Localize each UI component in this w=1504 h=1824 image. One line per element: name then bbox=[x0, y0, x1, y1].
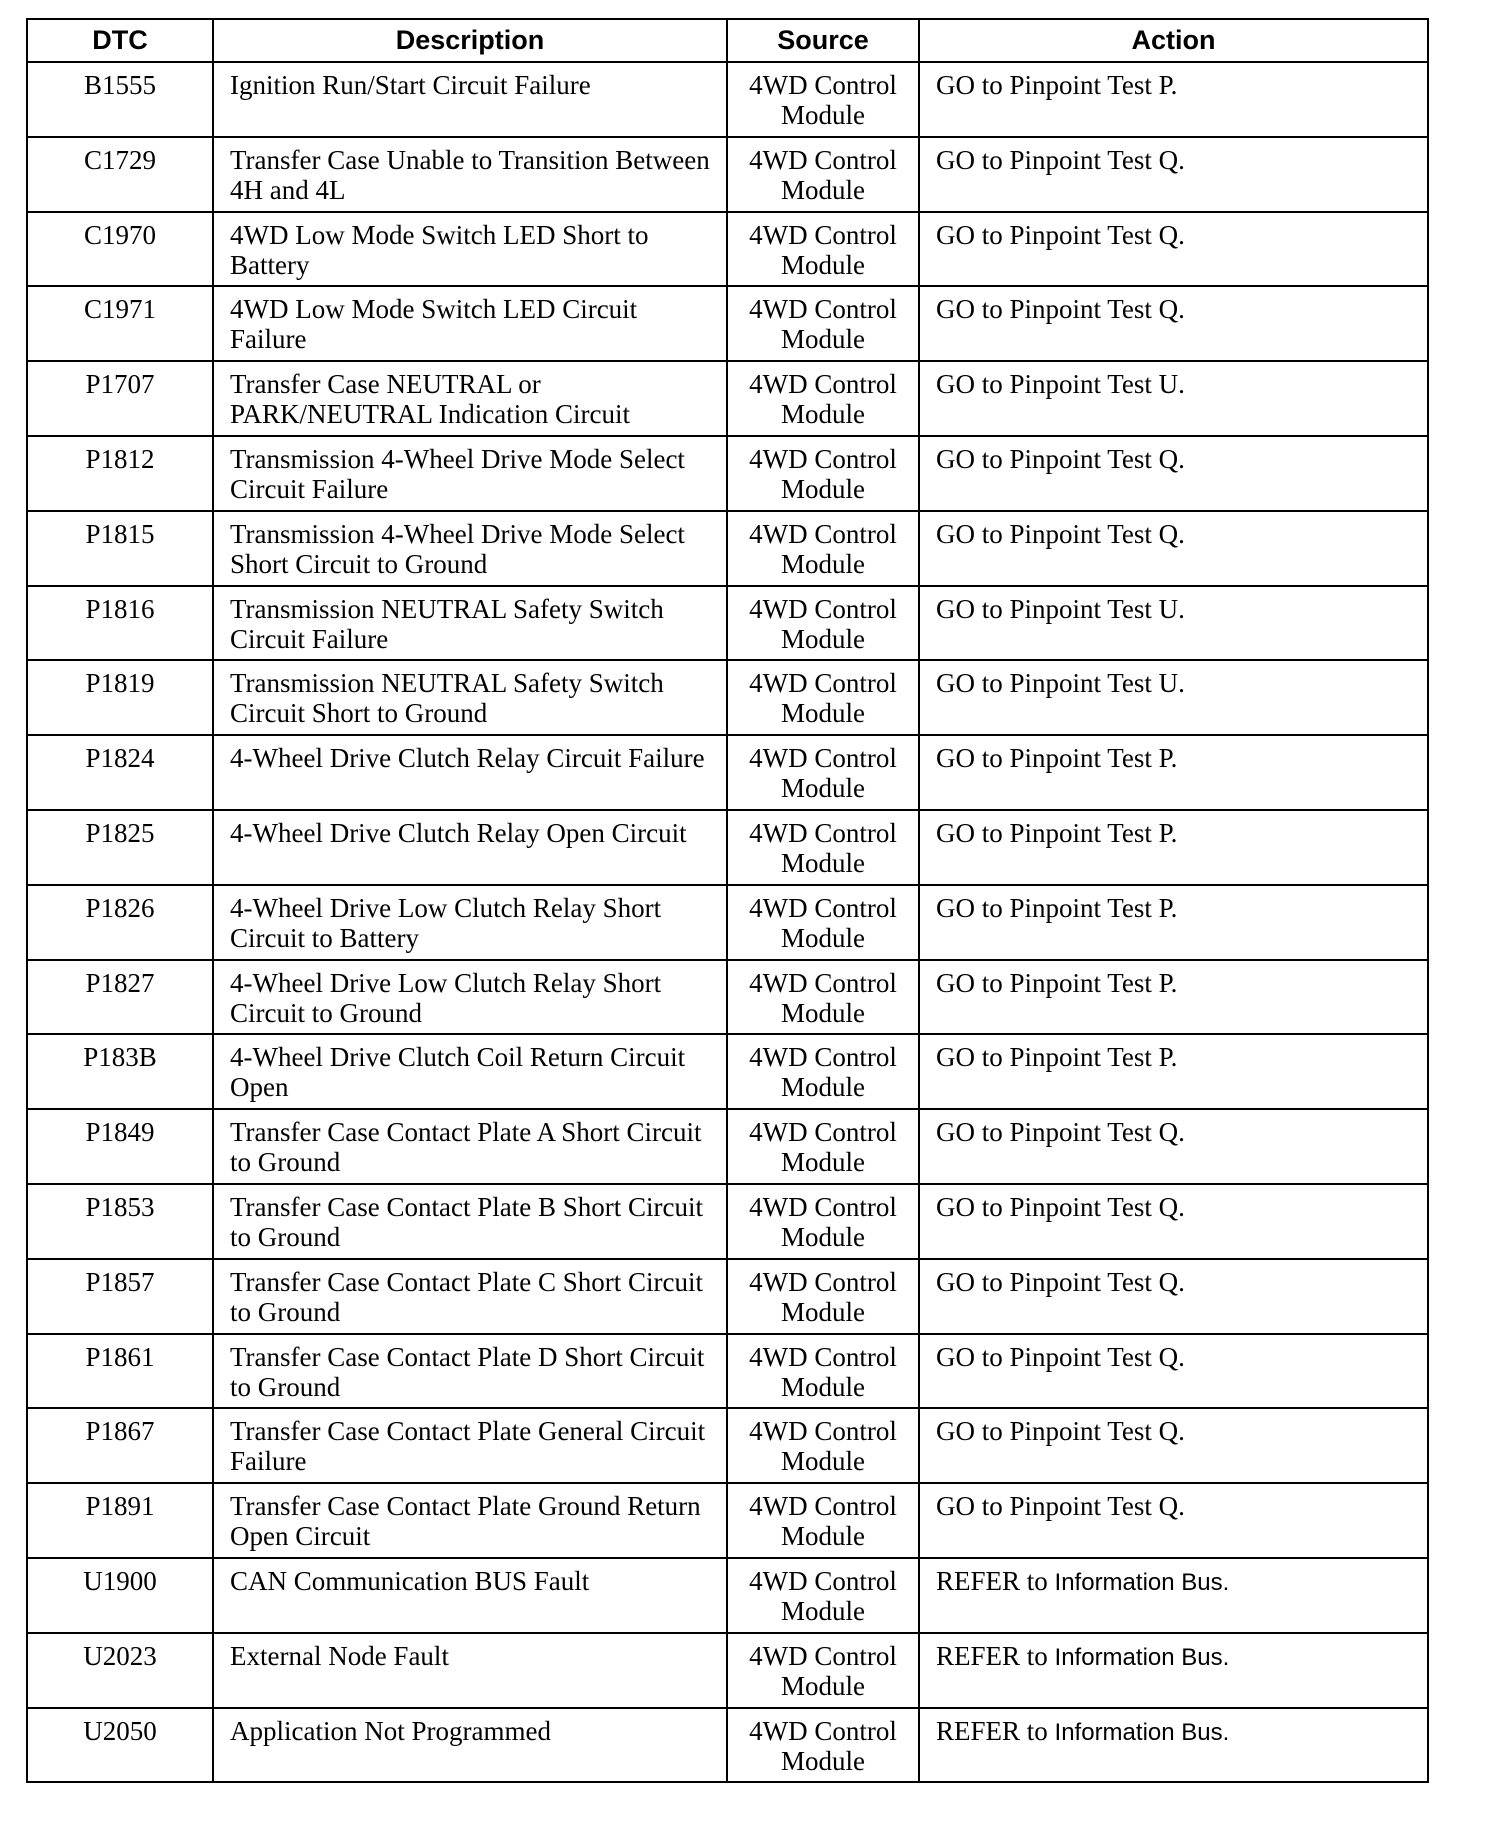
description-cell: 4-Wheel Drive Low Clutch Relay Short Circuit to Battery bbox=[213, 885, 727, 960]
action-cell bbox=[919, 1408, 1428, 1483]
dtc-code-cell: P1815 bbox=[27, 511, 213, 586]
action-cell bbox=[919, 361, 1428, 436]
source-cell: 4WD Control Module bbox=[727, 62, 919, 137]
table-row bbox=[27, 1708, 1428, 1783]
action-cell bbox=[919, 810, 1428, 885]
action-cell bbox=[919, 1483, 1428, 1558]
table-row bbox=[27, 137, 1428, 212]
source-cell: 4WD Control Module bbox=[727, 212, 919, 287]
header-dtc: DTC bbox=[27, 19, 213, 62]
description-cell: Transmission 4-Wheel Drive Mode Select Circuit Failure bbox=[213, 436, 727, 511]
description-cell: 4WD Low Mode Switch LED Short to Battery bbox=[213, 212, 727, 287]
header-description: Description bbox=[213, 19, 727, 62]
dtc-code-cell: U2023 bbox=[27, 1633, 213, 1708]
table-row bbox=[27, 810, 1428, 885]
description-cell: 4-Wheel Drive Clutch Relay Circuit Failure bbox=[213, 735, 727, 810]
source-cell: 4WD Control Module bbox=[727, 1184, 919, 1259]
dtc-code-cell: P1849 bbox=[27, 1109, 213, 1184]
dtc-code-cell: P1826 bbox=[27, 885, 213, 960]
header-source: Source bbox=[727, 19, 919, 62]
source-cell: 4WD Control Module bbox=[727, 361, 919, 436]
action-cell bbox=[919, 1558, 1428, 1633]
dtc-code-cell: C1970 bbox=[27, 212, 213, 287]
table-row bbox=[27, 586, 1428, 661]
dtc-code-cell: P1853 bbox=[27, 1184, 213, 1259]
source-cell: 4WD Control Module bbox=[727, 960, 919, 1035]
description-cell: 4-Wheel Drive Low Clutch Relay Short Circuit to Ground bbox=[213, 960, 727, 1035]
source-cell: 4WD Control Module bbox=[727, 586, 919, 661]
dtc-code-cell: P1825 bbox=[27, 810, 213, 885]
action-text: GO to Pinpoint Test Q. bbox=[936, 443, 1185, 474]
table-row bbox=[27, 62, 1428, 137]
dtc-code-cell: P1867 bbox=[27, 1408, 213, 1483]
source-cell: 4WD Control Module bbox=[727, 735, 919, 810]
action-text: GO to Pinpoint Test U. bbox=[936, 369, 1185, 400]
description-cell: External Node Fault bbox=[213, 1633, 727, 1708]
source-cell: 4WD Control Module bbox=[727, 1483, 919, 1558]
table-body bbox=[27, 62, 1428, 1782]
source-cell: 4WD Control Module bbox=[727, 436, 919, 511]
description-cell: Transfer Case Unable to Transition Between 4H and 4L bbox=[213, 137, 727, 212]
dtc-code-cell: P1827 bbox=[27, 960, 213, 1035]
action-reference-link[interactable]: Information Bus. bbox=[1054, 1718, 1230, 1746]
dtc-code-cell: P1812 bbox=[27, 436, 213, 511]
table-row bbox=[27, 286, 1428, 361]
dtc-code-cell: C1729 bbox=[27, 137, 213, 212]
description-cell: Transmission NEUTRAL Safety Switch Circuit Failure bbox=[213, 586, 727, 661]
table-row bbox=[27, 660, 1428, 735]
source-cell: 4WD Control Module bbox=[727, 137, 919, 212]
description-cell: Application Not Programmed bbox=[213, 1708, 727, 1783]
action-cell bbox=[919, 212, 1428, 287]
action-cell bbox=[919, 1109, 1428, 1184]
source-cell: 4WD Control Module bbox=[727, 810, 919, 885]
action-cell bbox=[919, 1184, 1428, 1259]
description-cell: Transfer Case Contact Plate General Circuit Failure bbox=[213, 1408, 727, 1483]
action-cell bbox=[919, 62, 1428, 137]
table-row bbox=[27, 960, 1428, 1035]
action-cell bbox=[919, 735, 1428, 810]
source-cell: 4WD Control Module bbox=[727, 1259, 919, 1334]
action-text: GO to Pinpoint Test Q. bbox=[936, 1341, 1185, 1372]
action-text: GO to Pinpoint Test Q. bbox=[936, 294, 1185, 325]
dtc-code-cell: P1819 bbox=[27, 660, 213, 735]
action-cell bbox=[919, 1334, 1428, 1409]
table-row bbox=[27, 1558, 1428, 1633]
header-action: Action bbox=[919, 19, 1428, 62]
description-cell: Transmission NEUTRAL Safety Switch Circuit Short to Ground bbox=[213, 660, 727, 735]
action-text: GO to Pinpoint Test Q. bbox=[936, 518, 1185, 549]
source-cell: 4WD Control Module bbox=[727, 286, 919, 361]
action-text: REFER to bbox=[936, 1715, 1048, 1746]
table-row bbox=[27, 735, 1428, 810]
action-text: GO to Pinpoint Test Q. bbox=[936, 1416, 1185, 1447]
action-cell bbox=[919, 586, 1428, 661]
action-cell bbox=[919, 960, 1428, 1035]
action-text: GO to Pinpoint Test P. bbox=[936, 1042, 1178, 1073]
description-cell: Transmission 4-Wheel Drive Mode Select Short Circuit to Ground bbox=[213, 511, 727, 586]
table-row bbox=[27, 1334, 1428, 1409]
action-text: GO to Pinpoint Test Q. bbox=[936, 1266, 1185, 1297]
description-cell: 4WD Low Mode Switch LED Circuit Failure bbox=[213, 286, 727, 361]
dtc-code-cell: P1861 bbox=[27, 1334, 213, 1409]
dtc-code-cell: P1891 bbox=[27, 1483, 213, 1558]
table-row bbox=[27, 361, 1428, 436]
action-cell bbox=[919, 137, 1428, 212]
source-cell: 4WD Control Module bbox=[727, 1558, 919, 1633]
action-reference-link[interactable]: Information Bus. bbox=[1054, 1643, 1230, 1671]
action-cell bbox=[919, 660, 1428, 735]
action-cell bbox=[919, 885, 1428, 960]
action-text: REFER to bbox=[936, 1640, 1048, 1671]
description-cell: Transfer Case Contact Plate A Short Circuit to Ground bbox=[213, 1109, 727, 1184]
action-cell bbox=[919, 1259, 1428, 1334]
description-cell: 4-Wheel Drive Clutch Relay Open Circuit bbox=[213, 810, 727, 885]
dtc-code-cell: C1971 bbox=[27, 286, 213, 361]
action-text: GO to Pinpoint Test P. bbox=[936, 817, 1178, 848]
source-cell: 4WD Control Module bbox=[727, 1334, 919, 1409]
table-row bbox=[27, 1408, 1428, 1483]
action-text: GO to Pinpoint Test P. bbox=[936, 967, 1178, 998]
table-row bbox=[27, 1259, 1428, 1334]
action-cell bbox=[919, 1708, 1428, 1783]
table-row bbox=[27, 511, 1428, 586]
action-cell bbox=[919, 436, 1428, 511]
action-text: GO to Pinpoint Test U. bbox=[936, 593, 1185, 624]
action-cell bbox=[919, 1633, 1428, 1708]
action-text: GO to Pinpoint Test Q. bbox=[936, 1491, 1185, 1522]
table-row bbox=[27, 436, 1428, 511]
table-row bbox=[27, 212, 1428, 287]
description-cell: Transfer Case Contact Plate Ground Return Open Circuit bbox=[213, 1483, 727, 1558]
description-cell: Transfer Case Contact Plate C Short Circuit to Ground bbox=[213, 1259, 727, 1334]
dtc-code-cell: P183B bbox=[27, 1034, 213, 1109]
action-text: GO to Pinpoint Test Q. bbox=[936, 219, 1185, 250]
action-text: GO to Pinpoint Test Q. bbox=[936, 144, 1185, 175]
table-row bbox=[27, 1034, 1428, 1109]
table-row bbox=[27, 885, 1428, 960]
dtc-table bbox=[26, 18, 1429, 1783]
description-cell: CAN Communication BUS Fault bbox=[213, 1558, 727, 1633]
table-header bbox=[27, 19, 1428, 62]
action-text: GO to Pinpoint Test U. bbox=[936, 668, 1185, 699]
header-row bbox=[27, 19, 1428, 62]
dtc-code-cell: P1824 bbox=[27, 735, 213, 810]
action-cell bbox=[919, 511, 1428, 586]
action-text: REFER to bbox=[936, 1565, 1048, 1596]
source-cell: 4WD Control Module bbox=[727, 1633, 919, 1708]
source-cell: 4WD Control Module bbox=[727, 885, 919, 960]
source-cell: 4WD Control Module bbox=[727, 1109, 919, 1184]
table-row bbox=[27, 1109, 1428, 1184]
table-row bbox=[27, 1184, 1428, 1259]
action-text: GO to Pinpoint Test Q. bbox=[936, 1191, 1185, 1222]
source-cell: 4WD Control Module bbox=[727, 1034, 919, 1109]
action-text: GO to Pinpoint Test P. bbox=[936, 70, 1178, 100]
dtc-code-cell: B1555 bbox=[27, 62, 213, 137]
description-cell: Transfer Case Contact Plate B Short Circuit to Ground bbox=[213, 1184, 727, 1259]
action-text: GO to Pinpoint Test P. bbox=[936, 743, 1178, 774]
table-row bbox=[27, 1633, 1428, 1708]
dtc-code-cell: P1816 bbox=[27, 586, 213, 661]
source-cell: 4WD Control Module bbox=[727, 1708, 919, 1783]
action-cell bbox=[919, 286, 1428, 361]
table-row bbox=[27, 1483, 1428, 1558]
description-cell: 4-Wheel Drive Clutch Coil Return Circuit Open bbox=[213, 1034, 727, 1109]
action-text: GO to Pinpoint Test Q. bbox=[936, 1117, 1185, 1148]
dtc-code-cell: P1857 bbox=[27, 1259, 213, 1334]
dtc-code-cell: U1900 bbox=[27, 1558, 213, 1633]
action-reference-link[interactable]: Information Bus. bbox=[1054, 1568, 1230, 1596]
description-cell: Ignition Run/Start Circuit Failure bbox=[213, 62, 727, 137]
dtc-code-cell: U2050 bbox=[27, 1708, 213, 1783]
description-cell: Transfer Case Contact Plate D Short Circuit to Ground bbox=[213, 1334, 727, 1409]
dtc-code-cell: P1707 bbox=[27, 361, 213, 436]
description-cell: Transfer Case NEUTRAL or PARK/NEUTRAL Indication Circuit bbox=[213, 361, 727, 436]
action-cell bbox=[919, 1034, 1428, 1109]
source-cell: 4WD Control Module bbox=[727, 1408, 919, 1483]
action-text: GO to Pinpoint Test P. bbox=[936, 892, 1178, 923]
source-cell: 4WD Control Module bbox=[727, 511, 919, 586]
source-cell: 4WD Control Module bbox=[727, 660, 919, 735]
